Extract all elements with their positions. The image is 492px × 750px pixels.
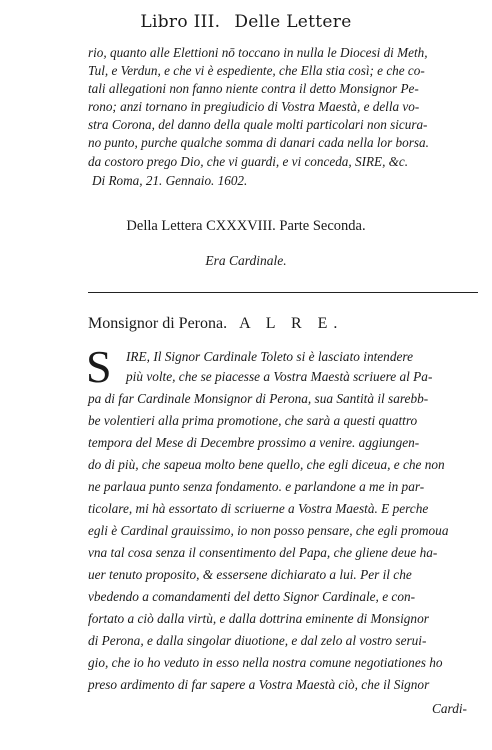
text-line: rio, quanto alle Elettioni nō toccano in nulla le Diocesi di Meth, xyxy=(88,45,428,60)
text-line: fortato a ciò dalla virtù, e dalla dottrina eminente di Monsignor xyxy=(88,611,429,626)
letter-title: Della Lettera CXXXVIII. Parte Seconda. xyxy=(126,218,366,234)
text-line: preso ardimento di far sapere a Vostra Maestà ciò, che il Signor xyxy=(88,677,430,692)
text-line: di Perona, e dalla singolar diuotione, e dal zelo al vostro serui- xyxy=(88,633,427,648)
text-line: vna tal cosa senza il consentimento del Papa, che gliene deue ha- xyxy=(88,545,438,560)
section-title: Delle Lettere xyxy=(234,12,352,32)
recipient-note: Era Cardinale. xyxy=(205,253,287,268)
text-line: do di più, che sapeua molto bene quello, che egli diceua, e che non xyxy=(88,457,445,472)
catchword: Cardi- xyxy=(432,701,467,716)
text-line: no punto, purche qualche somma di danari cada nella lor borsa. xyxy=(88,135,429,150)
drop-cap: S xyxy=(86,341,112,392)
text-line: ticolare, mi hà essortato di scriuerne a Vostra Maestà. E perche xyxy=(88,501,429,516)
text-line: gio, che io ho veduto in esso nella nostra comune negotiationes ho xyxy=(88,655,443,670)
salutation-addressee: A L R E. xyxy=(239,315,344,332)
text-line: IRE, Il Signor Cardinale Toleto si è lasciato intendere xyxy=(126,349,413,364)
text-line: Tul, e Verdun, e che vi è espediente, che Ella stia così; e che co- xyxy=(88,63,425,78)
text-line: be volentieri alla prima promotione, che sarà a questi quattro xyxy=(88,413,418,428)
salutation xyxy=(88,315,343,333)
text-line: egli è Cardinal grauissimo, io non posso pensare, che egli promoua xyxy=(88,523,449,538)
book-number: Libro III. xyxy=(140,12,221,32)
text-line: vbedendo a comandamenti del detto Signor Cardinale, e con- xyxy=(88,589,416,604)
text-line: uer tenuto proposito, & essersene dichiarato a lui. Per il che xyxy=(88,567,412,582)
text-line: ne parlaua punto senza fondamento. e parlandone a me in par- xyxy=(88,479,425,494)
page-header xyxy=(0,12,492,32)
section-divider xyxy=(88,292,478,293)
text-line: da costoro prego Dio, che vi guardi, e vi conceda, SIRE, &c. xyxy=(88,154,409,169)
letter-date: Di Roma, 21. Gennaio. 1602. xyxy=(92,173,248,188)
text-line: tempora del Mese di Decembre prossimo a venire. aggiungen- xyxy=(88,435,420,450)
text-line: stra Corona, del danno della quale molti particolari non sicura- xyxy=(88,117,428,132)
text-line: più volte, che se piacesse a Vostra Maestà scriuere al Pa- xyxy=(126,369,433,384)
salutation-name: Monsignor di Perona. xyxy=(88,315,228,332)
text-line: tali allegationi non fanno niente contra il detto Monsignor Pe- xyxy=(88,81,419,96)
text-line: rono; anzi tornano in pregiudicio di Vostra Maestà, e della vo- xyxy=(88,99,420,114)
text-line: pa di far Cardinale Monsignor di Perona, sua Santità il sarebb- xyxy=(88,391,429,406)
